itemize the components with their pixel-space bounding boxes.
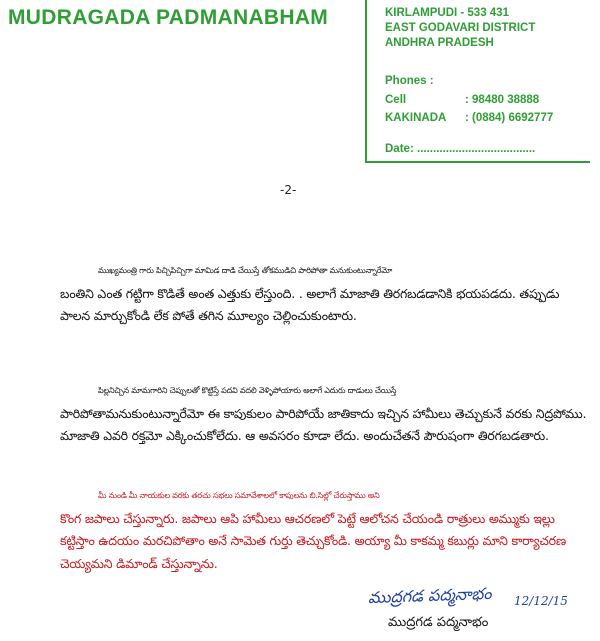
- paragraph-line: చెయ్యమని డిమాండ్ చేస్తున్నాను.: [60, 555, 218, 571]
- letterhead-horizontal-rule: [365, 161, 590, 163]
- paragraph-line: పాలన మార్చుకోండి లేక పోతే తగిన మూల్యం చెల్లించుకుంటారు.: [60, 308, 357, 323]
- kakinada-label: KAKINADA: [385, 112, 447, 124]
- letterhead-name: MUDRAGADA PADMANABHAM: [8, 6, 329, 29]
- address-line: KIRLAMPUDI - 533 431: [385, 7, 509, 19]
- letterhead-vertical-rule: [365, 0, 367, 163]
- letterhead-address: [385, 6, 535, 51]
- signature-date: 12/12/15: [514, 594, 568, 608]
- paragraph-2: [60, 380, 598, 448]
- paragraph-line: మీ నుండి మీ నాయకుల వరకు తరచు సభలు సమావేశాలలో కాపులను బి.సిల్లో చేరుస్తాము అని: [98, 491, 380, 500]
- letterhead: [0, 0, 600, 172]
- address-line: ANDHRA PRADESH: [385, 37, 494, 49]
- handwritten-signature: ముద్రగడ పద్మనాభం: [367, 583, 492, 608]
- cell-label: Cell: [385, 94, 407, 106]
- cell-number: : 98480 38888: [465, 94, 540, 106]
- paragraph-line: ముఖ్యమంత్రి గారు పిచ్చిపిచ్చిగా మామిడ దాడి చేయిస్తే తోకముడిచి పారిపోతా మనుకుంటున్నారేమో: [98, 266, 393, 275]
- date-field: : .....................................: [410, 143, 536, 155]
- signatory-name: ముద్రగడ పద్మనాభం: [388, 615, 489, 630]
- paragraph-3: [60, 485, 598, 575]
- page-number: -2-: [280, 183, 297, 197]
- paragraph-line: పిల్లనిచ్చిన మామగారిని చెప్పులతో కొట్టిస్తే పదవి వదలి వెళ్ళిపోయారు అలాగే ఎదురు దాడులు చేయిస్తే: [98, 386, 397, 395]
- paragraph-line: పారిపోతామనుకుంటున్నారేమో ఈ కాపుకులం పారిపోయే జాతికాదు ఇచ్చిన హామీలు తెచ్చుకునే వరకు నిద్రపోము.: [60, 405, 587, 421]
- paragraph-line: మాజాతి ఎవరి రక్తమో ఎక్కించుకోలేదు. ఆ అవసరం కూడా లేదు. అందుచేతనే పౌరుషంగా తిరగబడతారు.: [60, 428, 549, 443]
- paragraph-line: కొంగ జపాలు చేస్తున్నారు. జపాలు ఆపి హామీలు ఆచరణలో పెట్టే ఆలోచన చేయండి రాత్రులు అమ్ముకు ఇల్లు: [60, 510, 555, 526]
- phones-label: Phones :: [385, 75, 434, 87]
- paragraph-line: కట్టిస్తాం ఉదయం మరచిపోతాం అనే సామెత గుర్తు తెచ్చుకోండి. అయ్యా మీ కాకమ్మ కబుర్లు మాని కార్యాచరణ: [60, 533, 566, 548]
- kakinada-number: : (0884) 6692777: [465, 112, 554, 124]
- date-label: Date: [385, 143, 410, 155]
- paragraph-1: [60, 260, 598, 328]
- address-line: EAST GODAVARI DISTRICT: [385, 22, 536, 34]
- paragraph-line: బంతిని ఎంత గట్టిగా కొడితే అంత ఎత్తుకు లేస్తుంది. . అలాగే మాజాతి తిరగబడడానికి భయపడదు. తప్పుడు: [60, 285, 560, 301]
